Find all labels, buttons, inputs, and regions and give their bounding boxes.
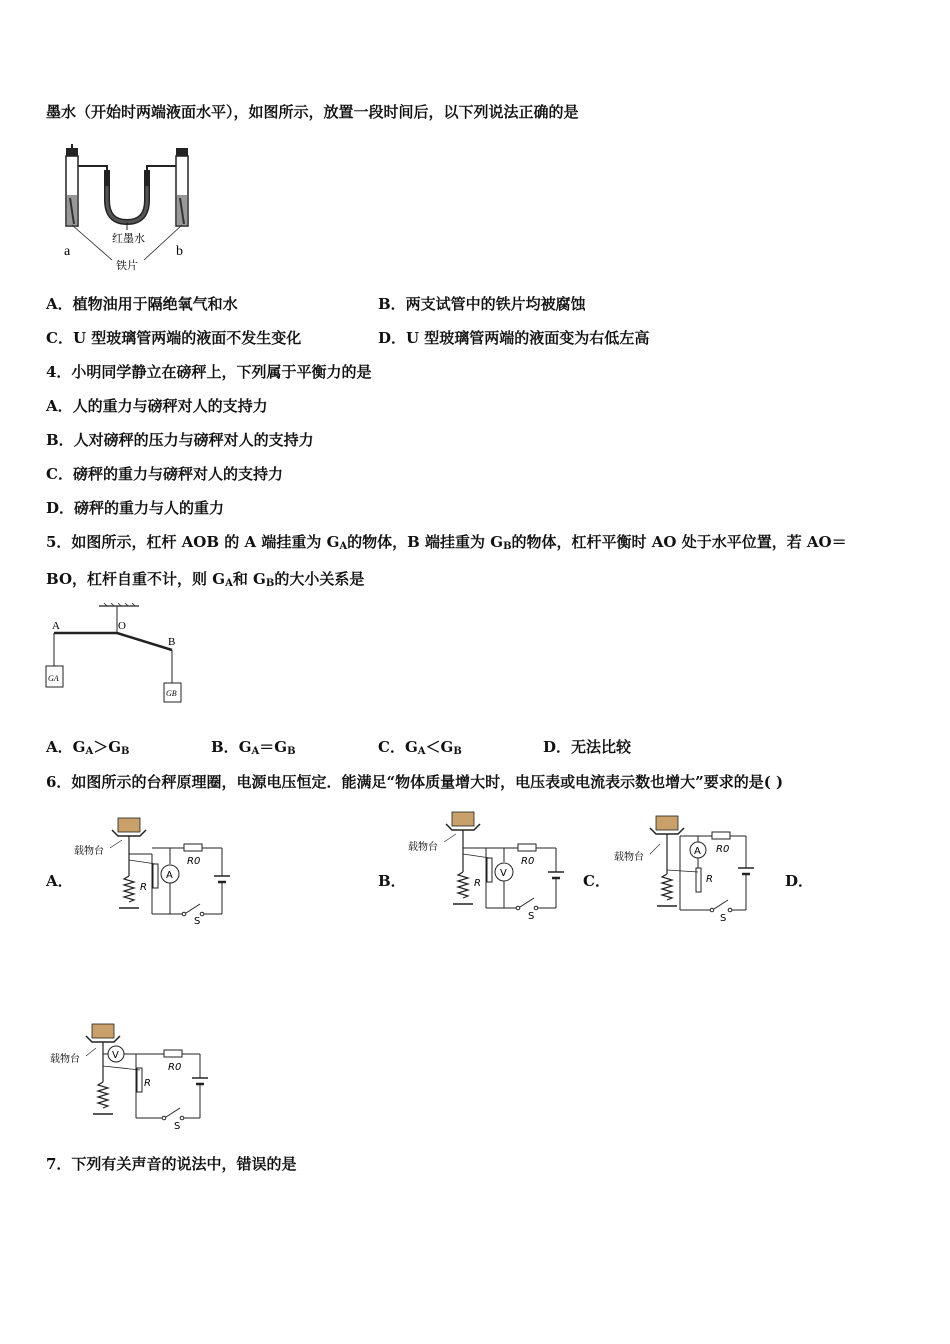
q4-stem: 4．小明同学静立在磅秤上，下列属于平衡力的是 xyxy=(46,363,372,381)
circuit-c xyxy=(612,810,772,922)
label-b: b xyxy=(176,244,183,259)
circuit-b xyxy=(406,808,576,920)
r-label: R xyxy=(140,882,147,893)
svg-text:V: V xyxy=(112,1050,119,1061)
q3-option-a: A．植物油用于隔绝氧气和水 xyxy=(46,295,238,313)
lever-label-a: A xyxy=(52,620,60,632)
switch-label: S xyxy=(194,916,201,924)
r0-label: R0 xyxy=(187,856,201,867)
q6-option-d-label: D． xyxy=(785,872,814,890)
q4-option-b: B．人对磅秤的压力与磅秤对人的支持力 xyxy=(46,431,314,449)
q5-option-a: A．$G_A>G_B$ xyxy=(46,738,130,757)
box-gb-label: GB xyxy=(166,689,177,698)
lever-label-b: B xyxy=(168,636,176,648)
svg-text:S: S xyxy=(174,1121,181,1130)
svg-text:R0: R0 xyxy=(716,844,730,855)
svg-text:R0: R0 xyxy=(168,1062,182,1073)
svg-text:R: R xyxy=(706,874,713,885)
q3-intro: 墨水（开始时两端液面水平），如图所示，放置一段时间后，以下列说法正确的是 xyxy=(46,103,579,121)
svg-text:R: R xyxy=(474,878,481,889)
q5-option-d: D．无法比较 xyxy=(543,738,632,756)
q5-stem-line1: 5．如图所示，杠杆 AOB 的 A 端挂重为 $G_A$的物体，B 端挂重为 $G_B$的物体，杠杆平衡时 AO 处于水平位置，若 AO＝ xyxy=(46,533,847,552)
ammeter-label: A xyxy=(166,870,173,881)
circuit-a xyxy=(72,812,242,924)
u-tube-figure xyxy=(52,140,202,275)
svg-text:载物台: 载物台 xyxy=(50,1054,80,1065)
q3-option-b: B．两支试管中的铁片均被腐蚀 xyxy=(378,295,586,313)
q6-stem: 6．如图所示的台秤原理圈，电源电压恒定．能满足“物体质量增大时，电压表或电流表示数也增大”要求的是( ) xyxy=(46,773,784,791)
q5-option-c: C．$G_A<G_B$ xyxy=(378,738,462,757)
lever-figure xyxy=(44,600,189,710)
voltmeter-label: V xyxy=(500,868,507,879)
q6-option-c-label: C． xyxy=(583,872,610,890)
q4-option-a: A．人的重力与磅秤对人的支持力 xyxy=(46,397,268,415)
q7-stem: 7．下列有关声音的说法中，错误的是 xyxy=(46,1155,297,1173)
q5-stem-line2: BO，杠杆自重不计，则 $G_A$和 $G_B$的大小关系是 xyxy=(46,570,365,589)
svg-text:S: S xyxy=(720,913,727,922)
q5-option-b: B．$G_A=G_B$ xyxy=(211,738,296,757)
q3-option-d: D．U 型玻璃管两端的液面变为右低左高 xyxy=(378,329,650,347)
svg-text:R0: R0 xyxy=(521,856,535,867)
svg-text:S: S xyxy=(528,911,535,920)
label-a: a xyxy=(64,244,71,259)
iron-label: 铁片 xyxy=(116,259,138,272)
svg-text:载物台: 载物台 xyxy=(408,842,438,853)
q4-option-c: C．磅秤的重力与磅秤对人的支持力 xyxy=(46,465,283,483)
ink-label: 红墨水 xyxy=(112,232,145,245)
q6-option-a-label: A． xyxy=(46,872,73,890)
svg-text:R: R xyxy=(144,1078,151,1089)
svg-text:A: A xyxy=(694,846,701,857)
q4-option-d: D．磅秤的重力与人的重力 xyxy=(46,499,225,517)
lever-label-o: O xyxy=(118,620,126,632)
platform-label: 载物台 xyxy=(74,846,104,857)
circuit-d xyxy=(48,1018,218,1130)
q3-option-c: C．U 型玻璃管两端的液面不发生变化 xyxy=(46,329,302,347)
box-ga-label: GA xyxy=(48,674,59,683)
q6-option-b-label: B． xyxy=(378,872,406,890)
svg-text:载物台: 载物台 xyxy=(614,852,644,863)
